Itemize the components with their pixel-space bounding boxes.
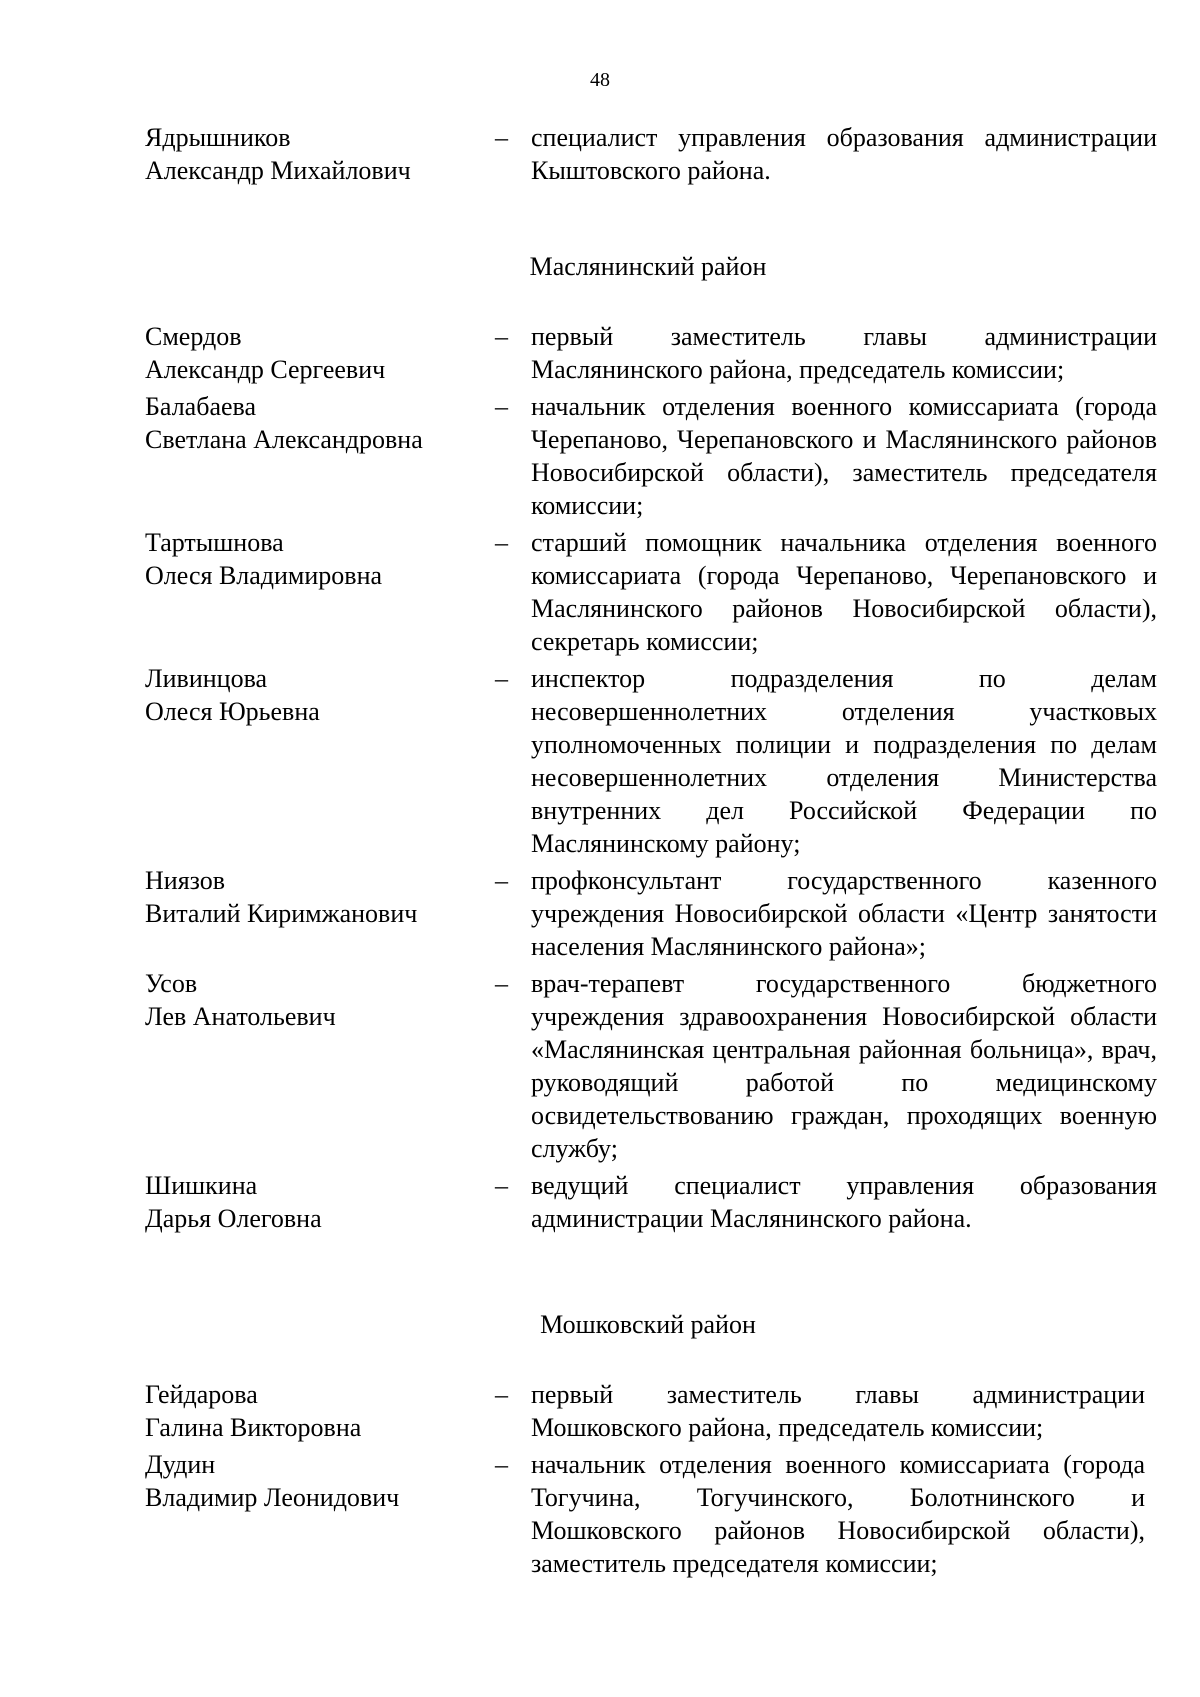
surname: Тартышнова — [145, 528, 284, 557]
position-description: первый заместитель главы администрации Маслянинского района, председатель комиссии; — [531, 322, 1157, 384]
list-item — [145, 967, 1157, 1165]
position-description: специалист управления образования администрации Кыштовского района. — [531, 123, 1157, 185]
position-description: начальник отделения военного комиссариата (города Тогучина, Тогучинского, Болотнинского и Мошковского районов Новосибирской области), заместитель председателя комиссии; — [531, 1450, 1145, 1578]
position-description: врач-терапевт государственного бюджетного учреждения здравоохранения Новосибирской области «Маслянинская центральная районная больница», врач, руководящий работой по медицинскому освидетельствованию граждан, проходящих военную службу; — [531, 969, 1157, 1163]
given-names: Александр Михайлович — [145, 156, 411, 185]
surname: Шишкина — [145, 1171, 258, 1200]
entry-list-maslyanino — [145, 320, 1157, 1239]
list-item — [145, 526, 1157, 658]
person-name — [145, 967, 495, 1165]
person-name — [145, 1378, 495, 1444]
section-heading-maslyanino: Маслянинский район — [529, 252, 767, 281]
person-name — [145, 121, 495, 187]
person-name — [145, 1448, 495, 1580]
dash: – — [495, 528, 508, 557]
person-name — [145, 526, 495, 658]
position-description: начальник отделения военного комиссариата (города Черепаново, Черепановского и Маслянинского районов Новосибирской области), заместитель председателя комиссии; — [531, 392, 1157, 520]
surname: Усов — [145, 969, 198, 998]
surname: Гейдарова — [145, 1380, 258, 1409]
position-description: ведущий специалист управления образования администрации Маслянинского района. — [531, 1171, 1157, 1233]
list-item — [145, 390, 1157, 522]
section-heading-moshkovo: Мошковский район — [540, 1310, 756, 1339]
dash: – — [495, 969, 508, 998]
given-names: Александр Сергеевич — [145, 355, 386, 384]
list-item — [145, 121, 1157, 187]
given-names: Владимир Леонидович — [145, 1483, 400, 1512]
surname: Смердов — [145, 322, 242, 351]
given-names: Светлана Александровна — [145, 425, 423, 454]
surname: Балабаева — [145, 392, 256, 421]
position-description: инспектор подразделения по делам несовершеннолетних отделения участковых уполномоченных полиции и подразделения по делам несовершеннолетних отделения Министерства внутренних дел Российской Федерации по Маслянинскому району; — [531, 664, 1157, 858]
list-item — [145, 864, 1157, 963]
given-names: Галина Викторовна — [145, 1413, 362, 1442]
entry-list-moshkovo — [145, 1378, 1145, 1584]
person-name — [145, 662, 495, 860]
list-item — [145, 1169, 1157, 1235]
dash: – — [495, 1450, 508, 1479]
surname: Ливинцова — [145, 664, 268, 693]
page-number: 48 — [590, 69, 610, 91]
surname: Ниязов — [145, 866, 226, 895]
person-name — [145, 390, 495, 522]
surname: Дудин — [145, 1450, 216, 1479]
dash: – — [495, 1171, 508, 1200]
person-name — [145, 1169, 495, 1235]
dash: – — [495, 392, 508, 421]
given-names: Олеся Владимировна — [145, 561, 383, 590]
given-names: Виталий Киримжанович — [145, 899, 418, 928]
list-item — [145, 1448, 1145, 1580]
person-name — [145, 320, 495, 386]
list-item — [145, 1378, 1145, 1444]
position-description: первый заместитель главы администрации Мошковского района, председатель комиссии; — [531, 1380, 1145, 1442]
dash: – — [495, 664, 508, 693]
dash: – — [495, 123, 508, 152]
dash: – — [495, 866, 508, 895]
dash: – — [495, 322, 508, 351]
dash: – — [495, 1380, 508, 1409]
given-names: Дарья Олеговна — [145, 1204, 322, 1233]
list-item — [145, 662, 1157, 860]
position-description: профконсультант государственного казенного учреждения Новосибирской области «Центр занятости населения Маслянинского района»; — [531, 866, 1157, 961]
given-names: Лев Анатольевич — [145, 1002, 336, 1031]
list-item — [145, 320, 1157, 386]
entry-list-kyshtovo — [145, 121, 1157, 191]
position-description: старший помощник начальника отделения военного комиссариата (города Черепаново, Черепановского и Маслянинского районов Новосибирской области), секретарь комиссии; — [531, 528, 1157, 656]
given-names: Олеся Юрьевна — [145, 697, 320, 726]
surname: Ядрышников — [145, 123, 291, 152]
person-name — [145, 864, 495, 963]
